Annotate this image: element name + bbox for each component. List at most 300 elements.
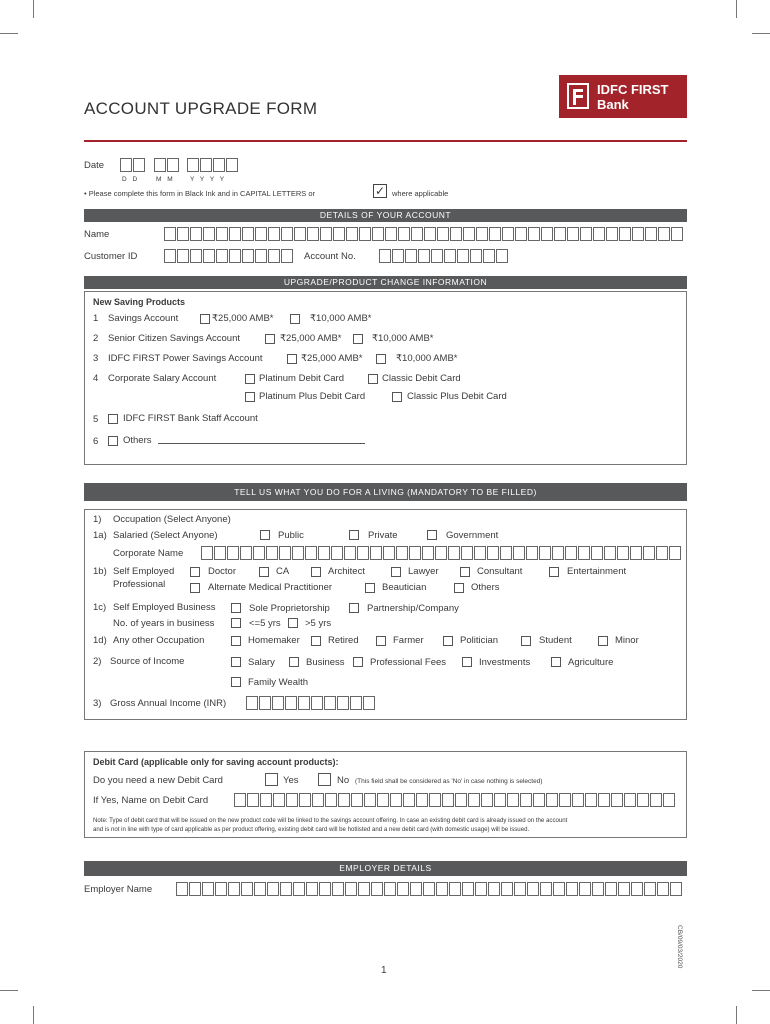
page-title: ACCOUNT UPGRADE FORM [84, 99, 318, 118]
char-box[interactable] [423, 882, 435, 896]
char-box[interactable] [305, 546, 317, 560]
char-box[interactable] [488, 882, 500, 896]
row-number: 4 [93, 373, 99, 384]
section-employer: EMPLOYER DETAILS [84, 861, 687, 876]
public-checkbox[interactable] [260, 530, 270, 540]
char-box[interactable] [266, 546, 278, 560]
char-box[interactable] [578, 546, 590, 560]
char-box[interactable] [526, 546, 538, 560]
partnership-label: Partnership/Company [367, 603, 459, 614]
char-box[interactable] [377, 793, 389, 807]
char-box[interactable] [397, 882, 409, 896]
char-box[interactable] [670, 882, 682, 896]
char-box[interactable] [332, 882, 344, 896]
char-box[interactable] [592, 882, 604, 896]
corporate-salary-label: Corporate Salary Account [108, 373, 217, 384]
need-debit-card-label: Do you need a new Debit Card [93, 775, 223, 786]
char-box[interactable] [203, 249, 215, 263]
row-number: 2 [93, 333, 99, 344]
char-box[interactable] [338, 793, 350, 807]
char-box[interactable] [476, 227, 488, 241]
business-label: Business [306, 657, 345, 668]
char-box[interactable] [409, 546, 421, 560]
char-box[interactable] [371, 882, 383, 896]
char-box[interactable] [496, 249, 508, 263]
char-box[interactable] [201, 546, 213, 560]
debit-no-checkbox[interactable] [318, 773, 331, 786]
salary-checkbox[interactable] [231, 657, 241, 667]
public-label: Public [278, 530, 304, 541]
char-box[interactable] [318, 546, 330, 560]
debit-yes-label: Yes [283, 775, 299, 786]
char-box[interactable] [396, 546, 408, 560]
char-box[interactable] [437, 227, 449, 241]
char-box[interactable] [203, 227, 215, 241]
self-employed-business-label: Self Employed Business [113, 602, 216, 613]
other-occupation-label: Any other Occupation [113, 635, 205, 646]
char-box[interactable] [481, 793, 493, 807]
investments-label: Investments [479, 657, 531, 668]
char-box[interactable] [164, 227, 176, 241]
date-hint-day: D D [122, 176, 140, 183]
char-box[interactable] [398, 227, 410, 241]
char-box[interactable] [462, 882, 474, 896]
char-box[interactable] [632, 227, 644, 241]
char-box[interactable] [364, 793, 376, 807]
char-box[interactable] [444, 249, 456, 263]
lawyer-checkbox[interactable] [391, 567, 401, 577]
debit-note-line2: and is not in line with type of card applicable as per product offering, existing debit card will be hotlisted and a new debit card (with domestic usage) will be issued. [93, 826, 530, 833]
char-box[interactable] [483, 249, 495, 263]
char-box[interactable] [567, 227, 579, 241]
char-box[interactable] [448, 546, 460, 560]
corporate-name-boxes[interactable] [201, 546, 682, 560]
source-of-income-label: Source of Income [110, 656, 185, 667]
char-box[interactable] [280, 882, 292, 896]
char-box[interactable] [494, 793, 506, 807]
char-box[interactable] [190, 249, 202, 263]
char-box[interactable] [449, 882, 461, 896]
char-box[interactable] [242, 227, 254, 241]
private-checkbox[interactable] [349, 530, 359, 540]
instruction-suffix: where applicable [392, 189, 449, 198]
char-box[interactable] [293, 882, 305, 896]
q-number: 1a) [93, 530, 107, 541]
char-box[interactable] [559, 793, 571, 807]
char-box[interactable] [176, 882, 188, 896]
customer-id-boxes[interactable] [164, 249, 294, 263]
professional-fees-checkbox[interactable] [353, 657, 363, 667]
senior-25000-label: ₹25,000 AMB* [280, 333, 342, 344]
consultant-label: Consultant [477, 566, 523, 577]
char-box[interactable] [312, 793, 324, 807]
char-box[interactable] [189, 882, 201, 896]
politician-checkbox[interactable] [443, 636, 453, 646]
classic-plus-label: Classic Plus Debit Card [407, 391, 507, 402]
power-savings-label: IDFC FIRST Power Savings Account [108, 353, 263, 364]
char-box[interactable] [215, 882, 227, 896]
char-box[interactable] [267, 882, 279, 896]
senior-citizen-label: Senior Citizen Savings Account [108, 333, 241, 344]
business-checkbox[interactable] [289, 657, 299, 667]
minor-checkbox[interactable] [598, 636, 608, 646]
char-box[interactable] [541, 227, 553, 241]
char-box[interactable] [268, 227, 280, 241]
name-on-card-boxes[interactable] [234, 793, 676, 807]
char-box[interactable] [669, 546, 681, 560]
char-box[interactable] [285, 696, 297, 710]
classic-debit-checkbox[interactable] [368, 374, 378, 384]
government-checkbox[interactable] [427, 530, 437, 540]
farmer-label: Farmer [393, 635, 424, 646]
char-box[interactable] [216, 227, 228, 241]
char-box[interactable] [540, 882, 552, 896]
investments-checkbox[interactable] [462, 657, 472, 667]
char-box[interactable] [255, 249, 267, 263]
platinum-plus-label: Platinum Plus Debit Card [259, 391, 366, 402]
char-box[interactable] [585, 793, 597, 807]
char-box[interactable] [214, 546, 226, 560]
char-box[interactable] [429, 793, 441, 807]
char-box[interactable] [436, 882, 448, 896]
char-box[interactable] [645, 227, 657, 241]
retired-label: Retired [328, 635, 359, 646]
char-box[interactable] [246, 696, 258, 710]
char-box[interactable] [255, 227, 267, 241]
char-box[interactable] [359, 227, 371, 241]
logo-text-line2: Bank [597, 97, 629, 112]
student-checkbox[interactable] [521, 636, 531, 646]
char-box[interactable] [533, 793, 545, 807]
char-box[interactable] [500, 546, 512, 560]
char-box[interactable] [650, 793, 662, 807]
char-box[interactable] [229, 227, 241, 241]
char-box[interactable] [611, 793, 623, 807]
gross-income-boxes[interactable] [246, 696, 376, 710]
doctor-checkbox[interactable] [190, 567, 200, 577]
crop-mark [0, 990, 18, 991]
row-number: 6 [93, 436, 99, 447]
alt-medical-checkbox[interactable] [190, 583, 200, 593]
char-box[interactable] [463, 227, 475, 241]
char-box[interactable] [630, 546, 642, 560]
char-box[interactable] [604, 546, 616, 560]
header-divider [84, 140, 687, 142]
char-box[interactable] [450, 227, 462, 241]
char-box[interactable] [392, 249, 404, 263]
char-box[interactable] [416, 793, 428, 807]
char-box[interactable] [501, 882, 513, 896]
q-number: 1) [93, 514, 102, 525]
instruction-text: • Please complete this form in Black Ink and in CAPITAL LETTERS or [84, 189, 316, 198]
char-box[interactable] [272, 696, 284, 710]
char-box[interactable] [658, 227, 670, 241]
family-wealth-label: Family Wealth [248, 677, 309, 688]
char-box[interactable] [299, 793, 311, 807]
char-box[interactable] [580, 227, 592, 241]
char-box[interactable] [643, 546, 655, 560]
section-account-details: DETAILS OF YOUR ACCOUNT [84, 209, 687, 222]
crop-mark [752, 990, 770, 991]
private-label: Private [368, 530, 398, 541]
years-lte5-label: <=5 yrs [249, 618, 281, 629]
char-box[interactable] [202, 882, 214, 896]
char-box[interactable] [324, 696, 336, 710]
char-box[interactable] [229, 249, 241, 263]
char-box[interactable] [461, 546, 473, 560]
char-box[interactable] [320, 227, 332, 241]
char-box[interactable] [502, 227, 514, 241]
savings-10000-label: ₹10,000 AMB* [310, 313, 372, 324]
savings-account-label: Savings Account [108, 313, 179, 324]
name-boxes[interactable] [164, 227, 684, 241]
q-number: 1b) [93, 566, 107, 577]
char-box[interactable] [319, 882, 331, 896]
debit-yes-checkbox[interactable] [265, 773, 278, 786]
char-box[interactable] [279, 546, 291, 560]
char-box[interactable] [260, 793, 272, 807]
char-box[interactable] [424, 227, 436, 241]
years-gt5-checkbox[interactable] [288, 618, 298, 628]
char-box[interactable] [228, 882, 240, 896]
char-box[interactable] [489, 227, 501, 241]
char-box[interactable] [363, 696, 375, 710]
char-box[interactable] [579, 882, 591, 896]
architect-label: Architect [328, 566, 365, 577]
char-box[interactable] [346, 227, 358, 241]
years-lte5-checkbox[interactable] [231, 618, 241, 628]
entertainment-checkbox[interactable] [549, 567, 559, 577]
savings-25000-checkbox[interactable] [200, 314, 210, 324]
char-box[interactable] [379, 249, 391, 263]
char-box[interactable] [390, 793, 402, 807]
date-year-boxes[interactable] [187, 158, 239, 172]
char-box[interactable] [177, 249, 189, 263]
entertainment-label: Entertainment [567, 566, 627, 577]
self-employed-professional-label: Self Employed [113, 566, 175, 577]
family-wealth-checkbox[interactable] [231, 677, 241, 687]
farmer-checkbox[interactable] [376, 636, 386, 646]
char-box[interactable] [294, 227, 306, 241]
char-box[interactable] [671, 227, 683, 241]
char-box[interactable] [624, 793, 636, 807]
char-box[interactable] [227, 546, 239, 560]
char-box[interactable] [554, 227, 566, 241]
char-box[interactable] [442, 793, 454, 807]
char-box[interactable] [605, 882, 617, 896]
employer-name-label: Employer Name [84, 884, 153, 895]
architect-checkbox[interactable] [311, 567, 321, 577]
char-box[interactable] [455, 793, 467, 807]
doctor-label: Doctor [208, 566, 236, 577]
char-box[interactable] [241, 882, 253, 896]
bank-logo [559, 75, 687, 118]
char-box[interactable] [385, 227, 397, 241]
agriculture-checkbox[interactable] [551, 657, 561, 667]
char-box[interactable] [591, 546, 603, 560]
lawyer-label: Lawyer [408, 566, 439, 577]
char-box[interactable] [306, 882, 318, 896]
char-box[interactable] [468, 793, 480, 807]
power-10000-checkbox[interactable] [376, 354, 386, 364]
char-box[interactable] [546, 793, 558, 807]
char-box[interactable] [190, 227, 202, 241]
power-10000-label: ₹10,000 AMB* [396, 353, 458, 364]
staff-account-label: IDFC FIRST Bank Staff Account [123, 413, 258, 424]
char-box[interactable] [286, 793, 298, 807]
partnership-checkbox[interactable] [349, 603, 359, 613]
char-box[interactable] [253, 546, 265, 560]
char-box[interactable] [539, 546, 551, 560]
row-number: 5 [93, 414, 99, 425]
char-box[interactable] [333, 227, 345, 241]
char-box[interactable] [618, 882, 630, 896]
retired-checkbox[interactable] [311, 636, 321, 646]
power-25000-label: ₹25,000 AMB* [301, 353, 363, 364]
date-day-boxes[interactable] [120, 158, 146, 172]
char-box[interactable] [325, 793, 337, 807]
char-box[interactable] [337, 696, 349, 710]
char-box[interactable] [216, 249, 228, 263]
char-box[interactable] [565, 546, 577, 560]
char-box[interactable] [520, 793, 532, 807]
char-box[interactable] [617, 546, 629, 560]
beautician-checkbox[interactable] [365, 583, 375, 593]
char-box[interactable] [593, 227, 605, 241]
row-number: 3 [93, 353, 99, 364]
char-box[interactable] [527, 882, 539, 896]
char-box[interactable] [528, 227, 540, 241]
employer-name-boxes[interactable] [176, 882, 683, 896]
char-box[interactable] [273, 793, 285, 807]
char-box[interactable] [470, 249, 482, 263]
char-box[interactable] [644, 882, 656, 896]
char-box[interactable] [507, 793, 519, 807]
homemaker-checkbox[interactable] [231, 636, 241, 646]
char-box[interactable] [656, 546, 668, 560]
self-employed-professional-label-2: Professional [113, 579, 166, 590]
char-box[interactable] [553, 882, 565, 896]
char-box[interactable] [418, 249, 430, 263]
char-box[interactable] [311, 696, 323, 710]
staff-account-checkbox[interactable] [108, 414, 118, 424]
debit-no-label: No [337, 775, 350, 786]
char-box[interactable] [566, 882, 578, 896]
platinum-debit-label: Platinum Debit Card [259, 373, 345, 384]
char-box[interactable] [474, 546, 486, 560]
char-box[interactable] [422, 546, 434, 560]
char-box[interactable] [411, 227, 423, 241]
others-label: Others [123, 435, 152, 446]
char-box[interactable] [177, 227, 189, 241]
q-number: 2) [93, 656, 102, 667]
char-box[interactable] [552, 546, 564, 560]
char-box[interactable] [247, 793, 259, 807]
char-box[interactable] [298, 696, 310, 710]
char-box[interactable] [403, 793, 415, 807]
logo-text-line1: IDFC FIRST [597, 82, 669, 97]
crop-mark [736, 1006, 737, 1024]
char-box[interactable] [268, 249, 280, 263]
char-box[interactable] [254, 882, 266, 896]
char-box[interactable] [410, 882, 422, 896]
char-box[interactable] [572, 793, 584, 807]
sole-proprietorship-checkbox[interactable] [231, 603, 241, 613]
char-box[interactable] [435, 546, 447, 560]
senior-10000-checkbox[interactable] [353, 334, 363, 344]
classic-plus-checkbox[interactable] [392, 392, 402, 402]
char-box[interactable] [345, 882, 357, 896]
char-box[interactable] [358, 882, 370, 896]
char-box[interactable] [487, 546, 499, 560]
char-box[interactable] [281, 227, 293, 241]
char-box[interactable] [234, 793, 246, 807]
char-box[interactable] [281, 249, 293, 263]
account-no-label: Account No. [304, 251, 356, 262]
char-box[interactable] [384, 882, 396, 896]
beautician-label: Beautician [382, 582, 427, 593]
char-box[interactable] [606, 227, 618, 241]
others-prof-checkbox[interactable] [454, 583, 464, 593]
char-box[interactable] [475, 882, 487, 896]
char-box[interactable] [431, 249, 443, 263]
others-input-line[interactable] [158, 443, 365, 444]
char-box[interactable] [164, 249, 176, 263]
char-box[interactable] [372, 227, 384, 241]
char-box[interactable] [350, 696, 362, 710]
char-box[interactable] [370, 546, 382, 560]
char-box[interactable] [405, 249, 417, 263]
char-box[interactable] [619, 227, 631, 241]
char-box[interactable] [631, 882, 643, 896]
char-box[interactable] [307, 227, 319, 241]
account-no-boxes[interactable] [379, 249, 509, 263]
power-25000-checkbox[interactable] [287, 354, 297, 364]
char-box[interactable] [351, 793, 363, 807]
char-box[interactable] [344, 546, 356, 560]
char-box[interactable] [242, 249, 254, 263]
char-box[interactable] [637, 793, 649, 807]
savings-10000-checkbox[interactable] [290, 314, 300, 324]
date-month-boxes[interactable] [154, 158, 180, 172]
char-box[interactable] [663, 793, 675, 807]
senior-25000-checkbox[interactable] [265, 334, 275, 344]
char-box[interactable] [331, 546, 343, 560]
ca-checkbox[interactable] [259, 567, 269, 577]
char-box[interactable] [383, 546, 395, 560]
crop-mark [0, 33, 18, 34]
page-number: 1 [381, 965, 387, 976]
years-gt5-label: >5 yrs [305, 618, 332, 629]
date-hint-year: Y Y Y Y [190, 176, 227, 183]
char-box[interactable] [657, 882, 669, 896]
char-box[interactable] [598, 793, 610, 807]
char-box[interactable] [514, 882, 526, 896]
char-box[interactable] [292, 546, 304, 560]
others-checkbox[interactable] [108, 436, 118, 446]
platinum-plus-checkbox[interactable] [245, 392, 255, 402]
consultant-checkbox[interactable] [460, 567, 470, 577]
platinum-debit-checkbox[interactable] [245, 374, 255, 384]
homemaker-label: Homemaker [248, 635, 300, 646]
char-box[interactable] [513, 546, 525, 560]
alt-medical-label: Alternate Medical Practitioner [208, 582, 333, 593]
char-box[interactable] [515, 227, 527, 241]
char-box[interactable] [357, 546, 369, 560]
char-box[interactable] [259, 696, 271, 710]
char-box[interactable] [457, 249, 469, 263]
char-box[interactable] [240, 546, 252, 560]
